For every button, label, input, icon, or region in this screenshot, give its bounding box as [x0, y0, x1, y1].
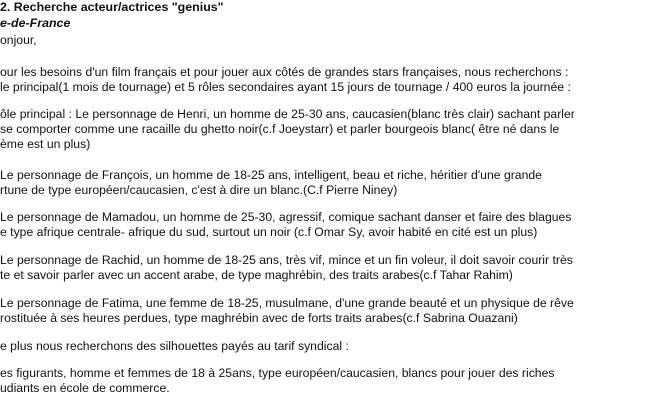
- extras-line-1: es figurants, homme et femmes de 18 à 25ans, type européen/caucasien, blancs pour jouer des riches: [0, 366, 555, 380]
- intro-line-1: our les besoins d'un film français et pour jouer aux côtés de grandes stars françaises, nous recherchons :: [0, 65, 569, 79]
- extras-heading: e plus nous recherchons des silhouettes payés au tarif syndical :: [0, 339, 349, 353]
- role-fatima-line-2: rostituée à ses heures perdues, type maghrébin avec de forts traits arabes(c.f Sabrina Ouazani): [0, 311, 518, 325]
- role-henri-line-2: se comporter comme une racaille du ghetto noir(c.f Joeystarr) et parler bourgeois blanc( être né dans le: [0, 122, 560, 136]
- location-heading: e-de-France: [0, 16, 71, 30]
- role-rachid-line-1: Le personnage de Rachid, un homme de 18-25 ans, très vif, mince et un fin voleur, il doit savoir courir très: [0, 253, 573, 267]
- role-henri-line-3: ème est un plus): [0, 137, 91, 151]
- role-mamadou-line-2: e type afrique centrale- afrique du sud, surtout un noir (c.f Omar Sy, avoir habité en cité est un plus): [0, 225, 538, 239]
- role-mamadou-line-1: Le personnage de Mamadou, un homme de 25-30, agressif, comique sachant danser et faire des blagues: [0, 210, 572, 224]
- intro-line-2: le principal(1 mois de tournage) et 5 rôles secondaires ayant 15 jours de tournage / 400 euros la journée :: [0, 80, 571, 94]
- document-title: 2. Recherche acteur/actrices "genius": [0, 0, 224, 14]
- role-henri-line-1: ôle principal : Le personnage de Henri, un homme de 25-30 ans, caucasien(blanc très clair) sachant parler: [0, 107, 575, 121]
- extras-line-2: udiants en école de commerce.: [0, 381, 170, 395]
- role-francois-line-2: rtune de type européen/caucasien, c'est à dire un blanc.(C.f Pierre Niney): [0, 183, 398, 197]
- role-rachid-line-2: te et savoir parler avec un accent arabe, de type maghrébin, des traits arabes(c.f Tahar Rahim): [0, 268, 513, 282]
- greeting: onjour,: [0, 33, 37, 47]
- role-fatima-line-1: Le personnage de Fatima, une femme de 18-25, musulmane, d'une grande beauté et un physique de rêve: [0, 296, 574, 310]
- role-francois-line-1: Le personnage de François, un homme de 18-25 ans, intelligent, beau et riche, héritier d'une grande: [0, 168, 542, 182]
